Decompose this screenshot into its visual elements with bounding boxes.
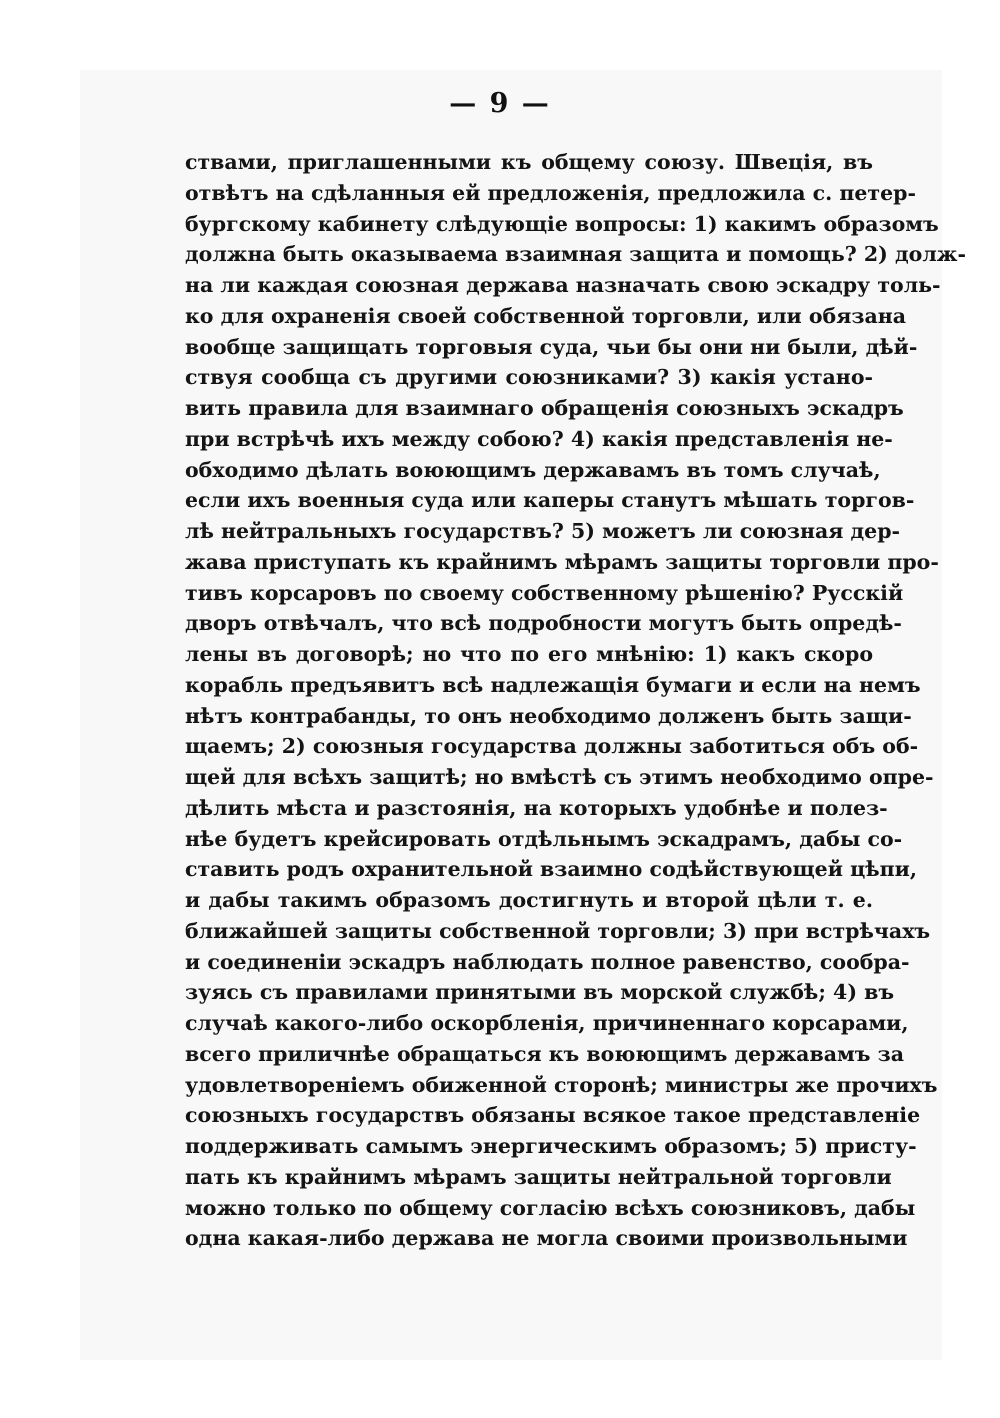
text-line: вить правила для взаимнаго обращенія союзныхъ эскадръ — [185, 396, 904, 420]
text-line: ближайшей защиты собственной торговли; 3) при встрѣчахъ — [185, 918, 931, 943]
text-line: случаѣ какого-либо оскорбленія, причиненнаго корсарами, — [185, 1011, 909, 1035]
text-line: лены въ договорѣ; но что по его мнѣнію: 1) какъ скоро — [185, 642, 873, 666]
text-line: тивъ корсаровъ по своему собственному рѣшенію? Русскій — [185, 580, 904, 605]
text-line: вообще защищать торговыя суда, чьи бы они ни были, дѣй- — [185, 334, 918, 359]
text-line: должна быть оказываема взаимная защита и помощь? 2) долж- — [185, 242, 966, 267]
text-line: дѣлить мѣста и разстоянія, на которыхъ удобнѣе и полез- — [185, 795, 888, 820]
text-line: ствами, приглашенными къ общему союзу. Швеція, въ — [185, 150, 873, 174]
body-text — [185, 147, 966, 1254]
text-line: при встрѣчѣ ихъ между собою? 4) какія представленія не- — [185, 426, 893, 451]
text-line: ставить родъ охранительной взаимно содѣйствующей цѣпи, — [185, 857, 917, 882]
text-line: дворъ отвѣчалъ, что всѣ подробности могутъ быть опредѣ- — [185, 611, 902, 636]
text-line: одна какая-либо держава не могла своими произвольными — [185, 1226, 908, 1251]
text-line: нѣтъ контрабанды, то онъ необходимо долженъ быть защи- — [185, 703, 912, 728]
text-line: лѣ нейтральныхъ государствъ? 5) можетъ ли союзная дер- — [185, 519, 901, 543]
text-line: и соединеніи эскадръ наблюдать полное равенство, сообра- — [185, 949, 910, 974]
text-line: ко для охраненія своей собственной торговли, или обязана — [185, 303, 907, 328]
text-line: если ихъ военныя суда или каперы станутъ мѣшать торгов- — [185, 488, 915, 513]
text-line: можно только по общему согласію всѣхъ союзниковъ, дабы — [185, 1195, 916, 1220]
text-line: ствуя сообща съ другими союзниками? 3) какія устано- — [185, 365, 873, 390]
text-line: нѣе будетъ крейсировать отдѣльнымъ эскадрамъ, дабы со- — [185, 826, 903, 851]
text-line: щей для всѣхъ защитѣ; но вмѣстѣ съ этимъ необходимо опре- — [185, 765, 934, 789]
text-line: поддерживать самымъ энергическимъ образомъ; 5) присту- — [185, 1134, 917, 1158]
text-line: зуясь съ правилами принятыми въ морской службѣ; 4) въ — [185, 980, 895, 1005]
text-line: всего приличнѣе обращаться къ воюющимъ державамъ за — [185, 1041, 905, 1066]
text-line: корабль предъявитъ всѣ надлежащія бумаги и если на немъ — [185, 672, 921, 697]
text-line: пать къ крайнимъ мѣрамъ защиты нейтральной торговли — [185, 1164, 892, 1189]
text-line: удовлетвореніемъ обиженной сторонѣ; министры же прочихъ — [185, 1072, 938, 1097]
text-line: бургскому кабинету слѣдующіе вопросы: 1) какимъ образомъ — [185, 211, 939, 236]
text-line: и дабы такимъ образомъ достигнуть и второй цѣли т. е. — [185, 888, 873, 912]
text-line: обходимо дѣлать воюющимъ державамъ въ томъ случаѣ, — [185, 457, 881, 482]
text-line: союзныхъ государствъ обязаны всякое такое представленіе — [185, 1103, 921, 1128]
text-line: отвѣтъ на сдѣланныя ей предложенія, предложила с. петер- — [185, 180, 917, 205]
text-line: на ли каждая союзная держава назначать свою эскадру толь- — [185, 273, 941, 297]
page-number: — 9 — — [449, 88, 551, 119]
text-line: щаемъ; 2) союзныя государства должны заботиться объ об- — [185, 734, 919, 759]
text-line: жава приступать къ крайнимъ мѣрамъ защиты торговли про- — [185, 549, 939, 574]
